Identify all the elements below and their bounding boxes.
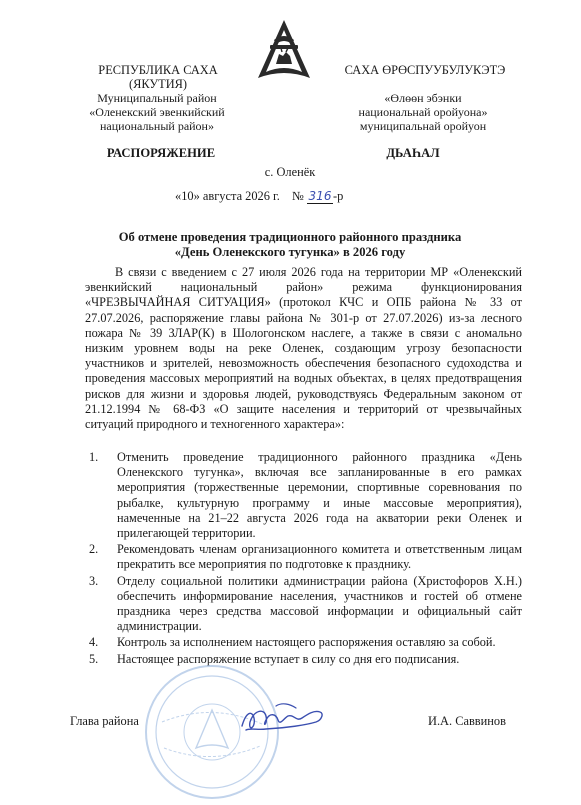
doc-number-handwritten: 316	[308, 189, 332, 203]
org-name-right	[338, 91, 508, 133]
title-line-2: «День Оленекского тугунка» в 2026 году	[174, 245, 406, 259]
republic-title-left: РЕСПУБЛИКА САХА (ЯКУТИЯ)	[98, 63, 218, 91]
org-line: Муниципальный район	[97, 91, 217, 105]
signatory-name: И.А. Саввинов	[428, 714, 506, 728]
title-line-1: Об отмене проведения традиционного районного праздника	[118, 230, 462, 244]
list-item-text: Настоящее распоряжение вступает в силу со дня его подписания.	[117, 651, 460, 666]
org-name-left	[68, 91, 246, 133]
org-line: национальнай оройуона»	[358, 105, 488, 119]
list-item-number: 3.	[89, 573, 99, 588]
doc-number-sign: №	[292, 189, 304, 203]
list-item-text: Отменить проведение традиционного районного праздника «День Оленекского тугунка», включая все запланированные в его рамках мероприятия (торжественные церемонии, спортивные соревнования по рыбалке, культурную программу и иные массовые мероприятия), намеченные на 21–22 августа 2026 года на акватории реки Оленек и прилегающей территории.	[117, 450, 522, 541]
date-number-line	[175, 189, 415, 204]
document-title	[70, 230, 510, 260]
list-item-number: 1.	[89, 450, 99, 464]
org-line: муниципальнай оройуон	[359, 119, 487, 133]
signatory-position: Глава района	[70, 714, 139, 728]
org-line: «Оленекский эвенкийский	[89, 105, 225, 119]
org-line: «Өлөөн эбэнки	[384, 91, 462, 105]
preamble-paragraph: В связи с введением с 27 июля 2026 года на территории МР «Оленекский эвенкийский национальный район» режима функционирования «ЧРЕЗВЫЧАЙНАЯ СИТУАЦИЯ» (протокол КЧС и ОПБ района № 33 от 27.07.2026, распоряжение главы района № 301-р от 27.07.2026) из-за лесного пожара № 39 ЗЛАР(К) в Шологонском наслеге, а также в связи с аномально низким уровнем воды на реке Оленек, создающим угрозу безопасности участников и зрителей, невозможность обеспечения безопасного судоходства и проведения массовых мероприятий на водных объектах, в целях предотвращения рисков для жизни и здоровья людей, руководствуясь Федеральным законом от 21.12.1994 № 68-ФЗ «О защите населения и территорий от чрезвычайных ситуаций природного и техногенного характера»:	[85, 265, 522, 432]
order-list	[85, 450, 522, 668]
doc-number-suffix: -р	[333, 189, 344, 203]
list-item	[85, 574, 522, 635]
list-item-number: 4.	[89, 635, 99, 650]
list-item	[85, 450, 522, 541]
coat-of-arms-emblem	[252, 18, 316, 84]
list-item-number: 5.	[89, 651, 99, 666]
org-line: национальный район»	[100, 119, 214, 133]
handwritten-signature	[236, 698, 332, 738]
list-item	[85, 542, 522, 572]
doc-date: «10» августа 2026 г.	[175, 189, 280, 203]
doc-type-left: РАСПОРЯЖЕНИЕ	[106, 146, 216, 160]
doc-type-right: ДЬАҺАЛ	[386, 146, 440, 160]
list-item-text: Контроль за исполнением настоящего распоряжения оставляю за собой.	[117, 635, 496, 650]
list-item	[85, 635, 522, 650]
republic-title-right: САХА ӨРӨСПУУБУЛУКЭТЭ	[344, 63, 506, 77]
list-item-text: Отделу социальной политики администрации района (Христофоров Х.Н.) обеспечить информирование населения, участников и гостей об отмене праздника через средства массовой информации и официальный сайт администрации.	[117, 573, 522, 634]
list-item-number: 2.	[89, 542, 99, 557]
list-item-text: Рекомендовать членам организационного комитета и ответственным лицам прекратить все мероприятия по подготовке к празднику.	[117, 542, 522, 572]
place: с. Оленёк	[264, 165, 316, 179]
